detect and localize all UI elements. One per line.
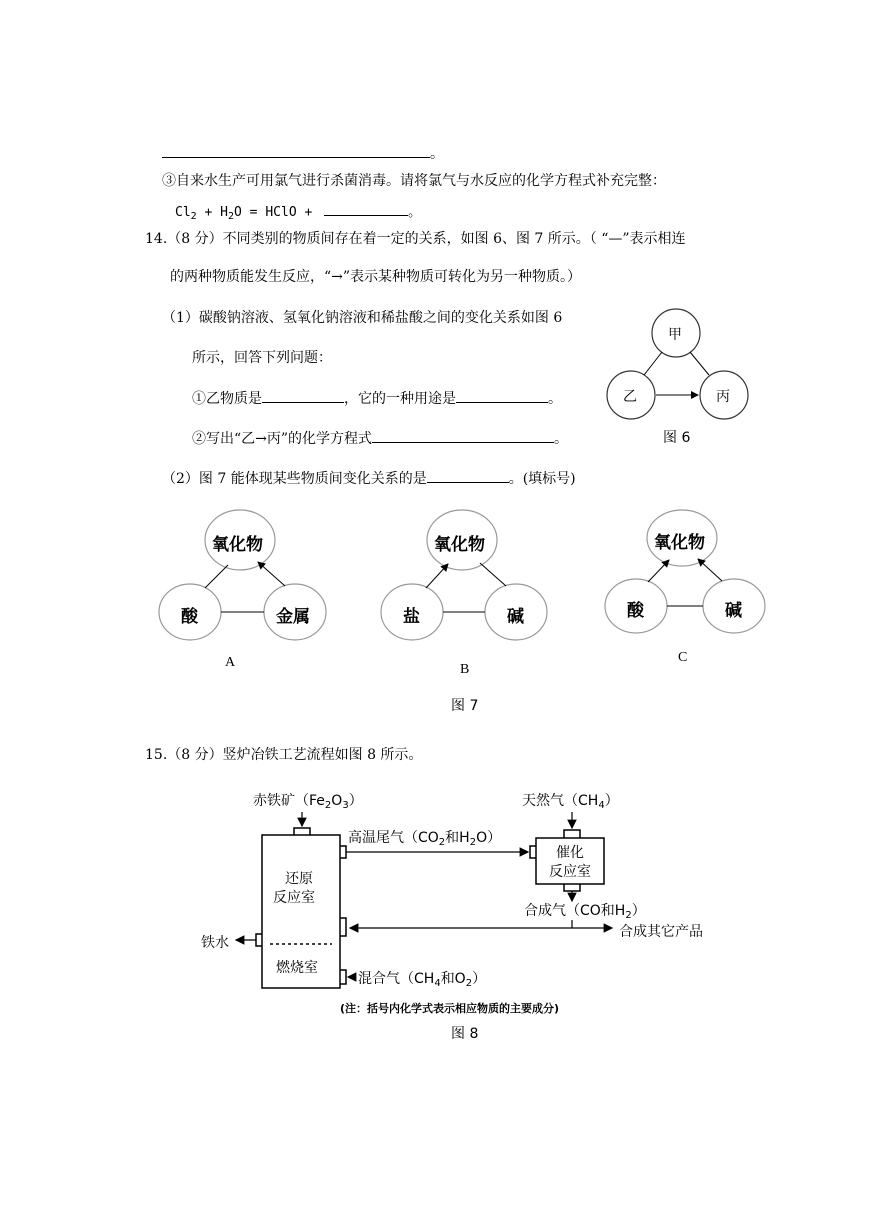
fig8-ore-label: 赤铁矿$(Fe_2O_3)$: [253, 793, 363, 811]
furnace-exhaust-port: [340, 846, 346, 858]
fig7b-link-right-top: [480, 563, 506, 586]
fig8-caption: 图 8: [451, 1026, 479, 1042]
fig8-reduce-line1: 还原: [285, 871, 313, 887]
catalyst-left-port: [530, 846, 536, 858]
q14-part1-line1: （1）碳酸钠溶液、氢氧化钠溶液和稀盐酸之间的变化关系如图 6: [162, 310, 563, 326]
fig8-iron-label: 铁水: [201, 935, 229, 951]
fig6-caption: 图 6: [663, 430, 691, 446]
q14-heading: 14.（8 分）不同类别的物质间存在着一定的关系，如图 6、图 7 所示。（ “—”表示相连: [145, 231, 686, 247]
fig7b-label-left: 盐: [403, 607, 420, 627]
fig7c-label-top: 氧化物: [654, 533, 705, 553]
catalyst-top-inlet: [564, 830, 580, 838]
q15-heading: 15.（8 分）竖炉冶铁工艺流程如图 8 所示。: [145, 747, 423, 763]
furnace-top-inlet: [294, 828, 310, 835]
fig7-caption: 图 7: [451, 698, 479, 714]
q14-sub1: ①乙物质是 ，它的一种用途是 。: [192, 388, 562, 408]
q14-sub2: ②写出“乙→丙”的化学方程式 。: [192, 428, 568, 448]
fig7c-label-left: 酸: [627, 601, 644, 621]
fig6-label-right: 丙: [716, 389, 730, 405]
q13-item3-text: ③自来水生产可用氯气进行杀菌消毒。请将氯气与水反应的化学方程式补充完整：: [162, 173, 666, 189]
fig7a-arrow-right-top: [258, 562, 285, 586]
fig6-link-top-right: [690, 352, 709, 375]
fig7c-label-right: 碱: [725, 601, 742, 621]
q14-part2: （2）图 7 能体现某些物质间变化关系的是 。(填标号): [162, 468, 576, 488]
period-mark: 。: [430, 146, 444, 162]
fig7b-arrow-left-top: [426, 564, 448, 588]
fig8-syngas-label: 合成气（CO和$H_2$）: [524, 903, 646, 921]
q13-equation: $Cl_2 + H_2O$ = HClO + 。: [175, 201, 421, 226]
q14-heading-cont: 的两种物质能发生反应，“→”表示某种物质可转化为另一种物质。）: [170, 269, 582, 285]
fig7c-caption: C: [678, 650, 688, 665]
fig7a-label-top: 氧化物: [212, 535, 263, 555]
catalyst-bottom-port: [564, 884, 580, 891]
fig8-burn-label: 燃烧室: [276, 960, 318, 976]
fig8-natgas-label: 天然气$(CH_4)$: [522, 793, 619, 811]
fig7a-link-left-top: [205, 565, 228, 588]
fig7b-label-top: 氧化物: [434, 535, 485, 555]
fig8-reduce-line2: 反应室: [273, 890, 315, 906]
q14-part1-line2: 所示，回答下列问题：: [192, 350, 332, 366]
fig7a-caption: A: [225, 655, 236, 670]
fig8-catalyst-line2: 反应室: [549, 864, 591, 880]
furnace-mix-port: [340, 970, 346, 984]
fig7b-label-right: 碱: [507, 607, 524, 627]
fig8-catalyst-line1: 催化: [556, 845, 584, 861]
fig8-mix-label: 混合气（$CH_4$和$O_2$）: [358, 971, 487, 989]
fig7c-arrow-left-top: [648, 560, 669, 582]
fig6-label-left: 乙: [623, 389, 637, 405]
fig8-note: (注：括号内化学式表示相应物质的主要成分): [340, 1002, 560, 1015]
fig8-other-label: 合成其它产品: [619, 924, 703, 940]
furnace-syngas-port: [340, 918, 346, 936]
fig8-exhaust-label: 高温尾气（$CO_2$和$H_2O$）: [348, 830, 502, 848]
fig6-link-top-left: [644, 352, 662, 375]
fig7b-caption: B: [460, 662, 470, 677]
fig7c-arrow-right-top: [698, 559, 722, 581]
fig7a-label-right: 金属: [276, 607, 310, 627]
furnace-iron-outlet: [256, 934, 262, 946]
fig6-label-top: 甲: [668, 327, 682, 343]
fig7a-label-left: 酸: [181, 607, 198, 627]
